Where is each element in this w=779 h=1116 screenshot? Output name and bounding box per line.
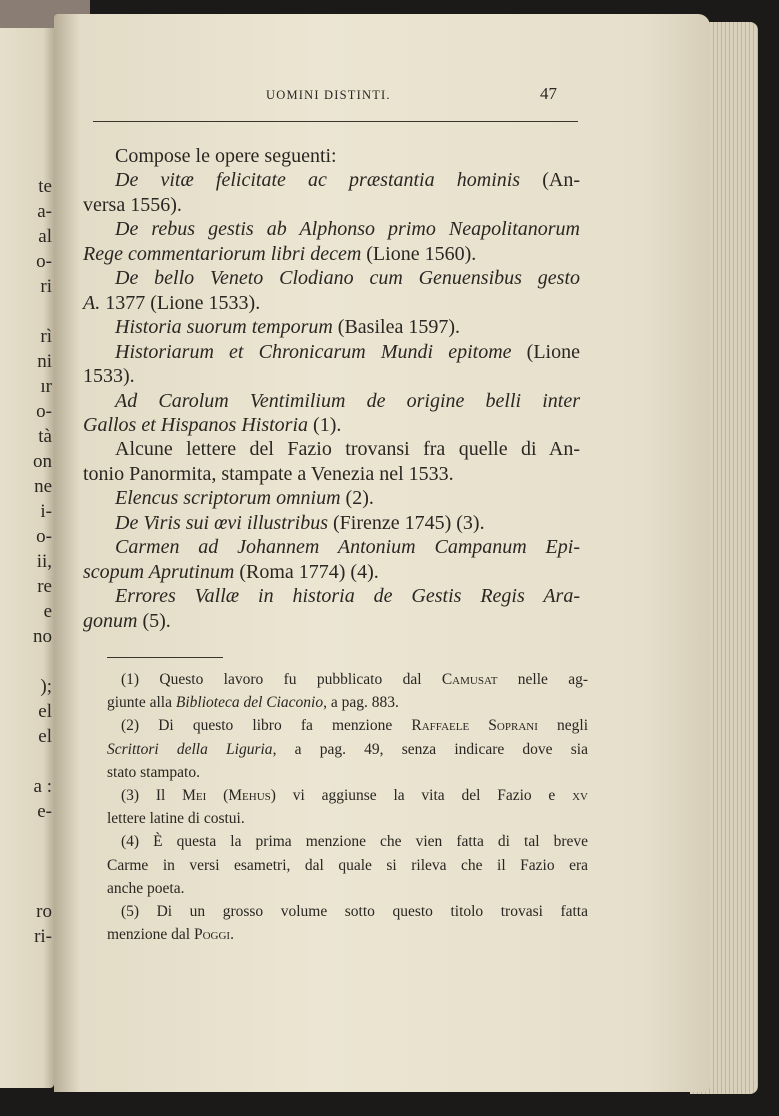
text-run: (Lione 1560). xyxy=(361,242,477,265)
left-page-line: te xyxy=(38,176,52,197)
left-page-fragment xyxy=(0,28,54,1088)
header-rule xyxy=(93,121,578,122)
left-page-line: ır xyxy=(40,376,52,397)
footnote-line xyxy=(121,787,588,805)
left-page-line: o- xyxy=(36,401,52,422)
footnote-line xyxy=(121,671,588,689)
page-number: 47 xyxy=(540,84,557,103)
footnote-line xyxy=(121,717,588,735)
italic-title: Historiarum et Chronicarum Mundi epitome xyxy=(115,340,512,363)
running-title: UOMINI DISTINTI. xyxy=(266,88,391,102)
left-page-line: tà xyxy=(38,426,52,447)
left-page-line: ro xyxy=(36,901,52,922)
text-run: Compose le opere seguenti: xyxy=(115,145,337,167)
left-page-line: e- xyxy=(37,801,52,822)
text-run: nelle ag- xyxy=(497,671,588,688)
body-line xyxy=(83,561,580,584)
italic-title: Carmen ad Johannem Antonium Campanum Epi- xyxy=(115,536,580,559)
italic-title: scopum Aprutinum xyxy=(83,560,235,583)
text-run: giunte alla xyxy=(107,694,176,712)
left-page-line: ); xyxy=(40,676,52,697)
body-line xyxy=(115,487,580,510)
small-caps-name: xv xyxy=(572,787,588,804)
footnote-line xyxy=(107,741,588,759)
text-run: negli xyxy=(537,717,588,735)
left-page-line: ne xyxy=(34,476,52,497)
text-run: (1). xyxy=(308,413,342,436)
text-run: . xyxy=(230,926,234,944)
body-line xyxy=(83,292,580,315)
text-run: (2). xyxy=(340,487,374,510)
body-line xyxy=(115,267,580,290)
text-run: (Firenze 1745) (3). xyxy=(327,511,485,534)
footnote-line xyxy=(107,764,588,782)
text-run: (1) Questo lavoro fu pubblicato dal xyxy=(121,671,442,688)
italic-title: Scrittori della Liguria xyxy=(107,740,273,758)
text-run: (Lione xyxy=(511,340,580,363)
small-caps-name: Mehus xyxy=(228,787,271,804)
text-run: versa 1556). xyxy=(83,193,182,216)
footnote-line xyxy=(121,903,588,921)
body-line xyxy=(115,341,580,364)
italic-title: Errores Vallæ in historia de Gestis Regis Ara- xyxy=(115,585,580,608)
footnote-line xyxy=(107,810,588,828)
left-page-line: o- xyxy=(36,251,52,272)
small-caps-name: Raffaele Soprani xyxy=(411,717,538,735)
body-line xyxy=(115,316,580,339)
left-page-line: no xyxy=(33,626,52,647)
body-line xyxy=(115,145,580,168)
left-page-line: ri- xyxy=(34,926,52,947)
left-page-line: ni xyxy=(37,351,52,372)
small-caps-name: Camusat xyxy=(441,671,498,688)
text-run: (5) Di un grosso volume sotto questo titolo trovasi fatta xyxy=(121,903,588,920)
italic-title: Historia suorum temporum xyxy=(115,316,333,339)
left-page-line: e xyxy=(43,601,52,622)
left-page-line: el xyxy=(38,701,52,722)
italic-title: A. xyxy=(83,291,101,314)
text-run: (5). xyxy=(137,609,171,632)
left-page-line: re xyxy=(37,576,52,597)
body-line xyxy=(83,463,580,486)
italic-title: Biblioteca del Ciaconio xyxy=(175,694,324,712)
footnote-line xyxy=(107,857,588,875)
body-line xyxy=(115,169,580,192)
left-page-line: el xyxy=(38,726,52,747)
left-page-line: a- xyxy=(37,201,52,222)
text-run: (Roma 1774) (4). xyxy=(234,560,379,583)
italic-title: De rebus gestis ab Alphonso primo Neapolitanorum xyxy=(115,218,580,241)
footnote-line xyxy=(107,694,588,712)
text-run: stato stampato. xyxy=(107,763,200,781)
left-page-line: ri xyxy=(40,276,52,297)
body-line xyxy=(115,438,580,461)
italic-title: De vitæ felicitate ac præstantia hominis xyxy=(115,169,521,192)
footnote-line xyxy=(107,926,588,944)
text-run: Carme in versi esametri, dal quale si rileva che il Fazio era xyxy=(107,856,588,874)
text-run: Alcune lettere del Fazio trovansi fra quelle di An- xyxy=(115,438,580,461)
left-page-line: o- xyxy=(36,526,52,547)
italic-title: De bello Veneto Clodiano cum Genuensibus gesto xyxy=(115,267,580,290)
small-caps-name: Mei xyxy=(182,787,207,804)
body-line xyxy=(83,194,580,217)
left-page-line: a : xyxy=(33,776,52,797)
left-page-line: on xyxy=(33,451,52,472)
text-run: ( xyxy=(206,787,229,804)
text-run: , a pag. 49, senza indicare dove sia xyxy=(272,740,588,758)
italic-title: Elencus scriptorum omnium xyxy=(115,487,341,510)
text-run: tonio Panormita, stampate a Venezia nel 1533. xyxy=(83,462,454,485)
text-run: anche poeta. xyxy=(107,879,185,897)
body-line xyxy=(83,414,580,437)
footnote-rule xyxy=(107,657,223,658)
body-line xyxy=(115,585,580,608)
left-page-line: rì xyxy=(40,326,52,347)
text-run: , a pag. 883. xyxy=(323,694,399,712)
left-page-line: ii, xyxy=(36,551,52,572)
text-run: menzione dal xyxy=(107,926,194,944)
footnote-line xyxy=(121,833,588,851)
text-run: 1377 (Lione 1533). xyxy=(100,291,261,314)
body-line xyxy=(115,512,580,535)
left-page-line: al xyxy=(38,226,52,247)
body-line xyxy=(83,610,580,633)
body-line xyxy=(83,243,580,266)
footnote-line xyxy=(107,880,588,898)
italic-title: Rege commentariorum libri decem xyxy=(83,242,362,265)
body-line xyxy=(115,536,580,559)
text-run: 1533). xyxy=(83,365,135,388)
text-run: (An- xyxy=(520,169,580,192)
text-run: ) vi aggiunse la vita del Fazio e xyxy=(270,787,573,804)
italic-title: gonum xyxy=(83,609,138,632)
small-caps-name: Poggi xyxy=(193,926,231,944)
text-run: (4) È questa la prima menzione che vien fatta di tal breve xyxy=(121,833,588,851)
text-run: lettere latine di costui. xyxy=(107,810,245,828)
text-run: (Basilea 1597). xyxy=(332,316,460,339)
body-line xyxy=(83,365,580,388)
italic-title: Ad Carolum Ventimilium de origine belli inter xyxy=(115,389,580,412)
body-line xyxy=(115,218,580,241)
text-run: (2) Di questo libro fa menzione xyxy=(121,717,412,735)
italic-title: Gallos et Hispanos Historia xyxy=(83,413,309,436)
italic-title: De Viris sui œvi illustribus xyxy=(115,511,328,534)
text-run: (3) Il xyxy=(121,787,183,804)
left-page-line: i- xyxy=(40,501,52,522)
body-line xyxy=(115,390,580,413)
